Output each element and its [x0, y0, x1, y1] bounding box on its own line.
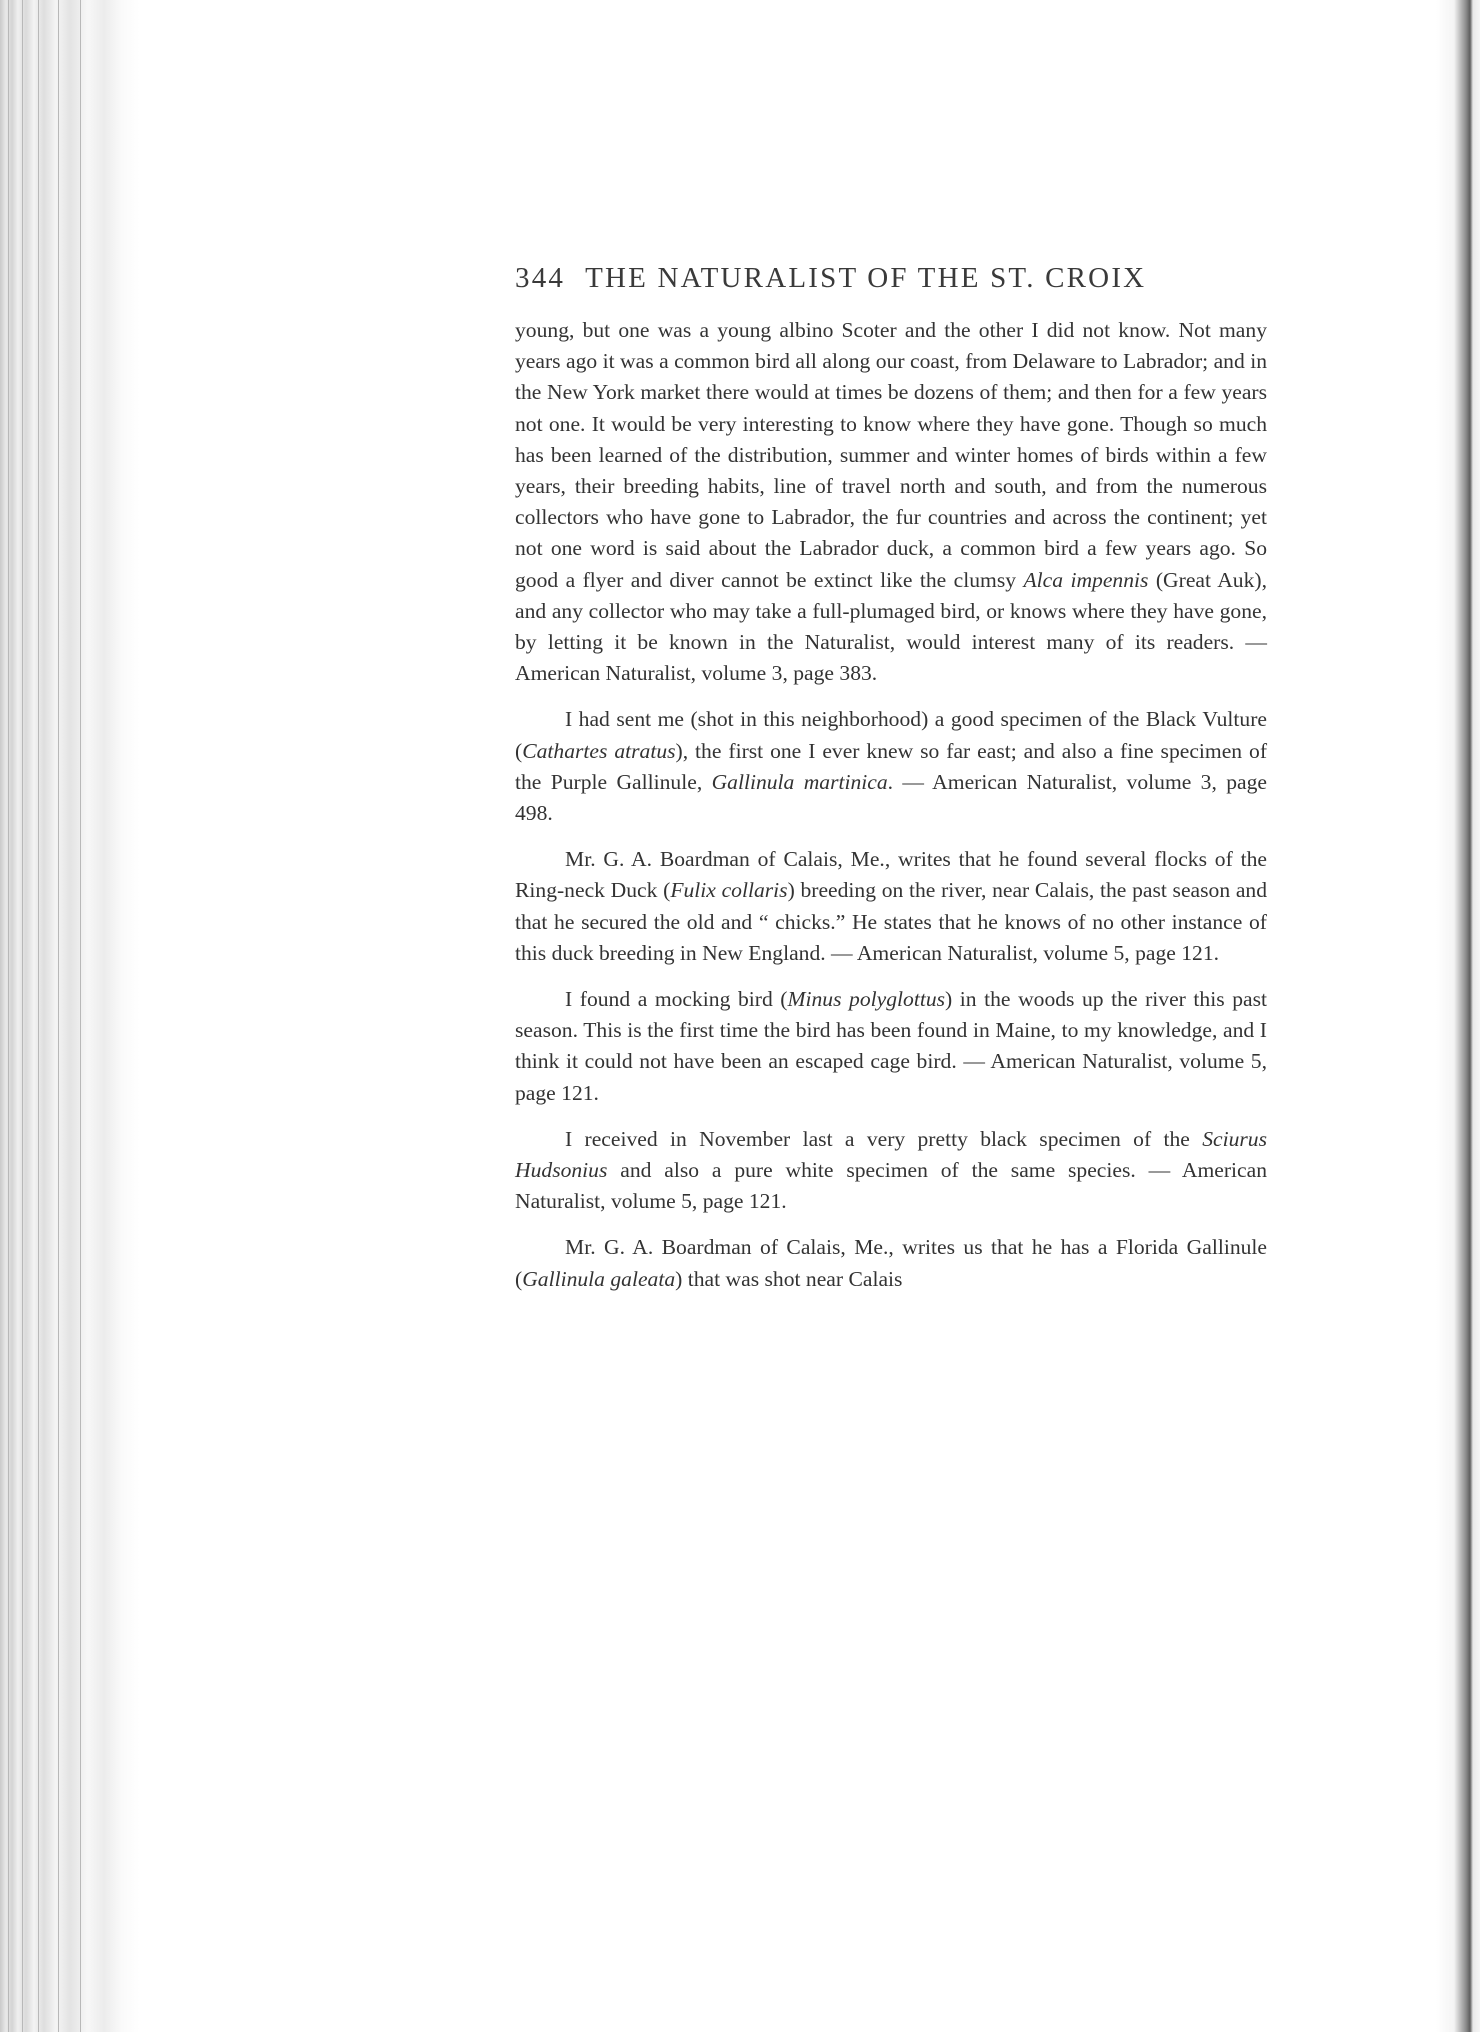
species-name: Fulix collaris	[670, 878, 788, 903]
page-edge-line	[80, 0, 81, 2032]
page-edge-line	[58, 0, 59, 2032]
paragraph	[515, 1232, 1267, 1294]
running-head	[515, 262, 1267, 295]
paragraph-text: I found a mocking bird (	[565, 987, 788, 1012]
page-number: 344	[515, 262, 566, 294]
species-name: Gallinula galeata	[522, 1266, 676, 1291]
species-name: Sciurus Hudsonius	[515, 1126, 1267, 1183]
paragraph	[515, 704, 1267, 829]
paragraph	[515, 844, 1267, 969]
paragraph-text: (Great Auk), and any collector who may take a full-plumaged bird, or knows where they have gone, by letting it be known in the Naturalist, would interest many of its readers. — American Naturalist, volume 3, page 383.	[515, 567, 1267, 686]
book-page-edges	[0, 0, 140, 2032]
paragraph-text: ) that was shot near Calais	[675, 1266, 903, 1291]
running-title: THE NATURALIST OF THE ST. CROIX	[585, 262, 1147, 294]
paragraph	[515, 315, 1267, 689]
species-name: Alca impennis	[1023, 567, 1149, 592]
page-edge-line	[8, 0, 9, 2032]
paragraph-text: young, but one was a young albino Scoter and the other I did not know. Not many years ago it was a common bird all along our coast, from Delaware to Labrador; and in the New York market there would at times be dozens of them; and then for a few years not one. It would be very interesting to know where they have gone. Though so much has been learned of the distribution, summer and winter homes of birds within a few years, their breeding habits, line of travel north and south, and from the numerous collectors who have gone to Labrador, the fur countries and across the continent; yet not one word is said about the Labrador duck, a common bird a few years ago. So good a flyer and diver cannot be extinct like the clumsy	[515, 318, 1267, 592]
species-name: Cathartes atratus	[522, 738, 676, 763]
page-text-block	[515, 262, 1267, 1310]
paragraph-text: and also a pure white specimen of the same species. — American Naturalist, volume 5, page 121.	[515, 1158, 1267, 1214]
book-binding-shadow	[1436, 0, 1480, 2032]
paragraph-text: ), the first one I ever knew so far east; and also a fine specimen of the Purple Gallinule,	[515, 738, 1268, 794]
paragraph-text: I had sent me (shot in this neighborhood) a good specimen of the Black Vulture (	[515, 707, 1267, 763]
page-edge-line	[22, 0, 23, 2032]
page-edge-line	[38, 0, 39, 2032]
paragraph	[515, 1124, 1267, 1218]
paragraph-text: ) in the woods up the river this past season. This is the first time the bird has been found in Maine, to my knowledge, and I think it could not have been an escaped cage bird. — American Naturalist, volume 5, page 121.	[515, 987, 1267, 1105]
paragraph-text: I received in November last a very pretty black specimen of the	[565, 1126, 1203, 1151]
paragraph-text: Mr. G. A. Boardman of Calais, Me., writes us that he has a Florida Gallinule (	[515, 1235, 1267, 1291]
paragraph-text: ) breeding on the river, near Calais, the past season and that he secured the old and “ chicks.” He states that he knows of no other instance of this duck breeding in New England. — American Naturalist, volume 5, page 121.	[515, 878, 1268, 965]
paragraph	[515, 984, 1267, 1109]
paragraph-text: Mr. G. A. Boardman of Calais, Me., writes that he found several flocks of the Ring-neck Duck (	[515, 847, 1267, 903]
species-name: Minus polyglottus	[787, 987, 946, 1012]
species-name: Gallinula martinica	[711, 769, 888, 794]
paragraph-text: . — American Naturalist, volume 3, page 498.	[515, 769, 1267, 826]
